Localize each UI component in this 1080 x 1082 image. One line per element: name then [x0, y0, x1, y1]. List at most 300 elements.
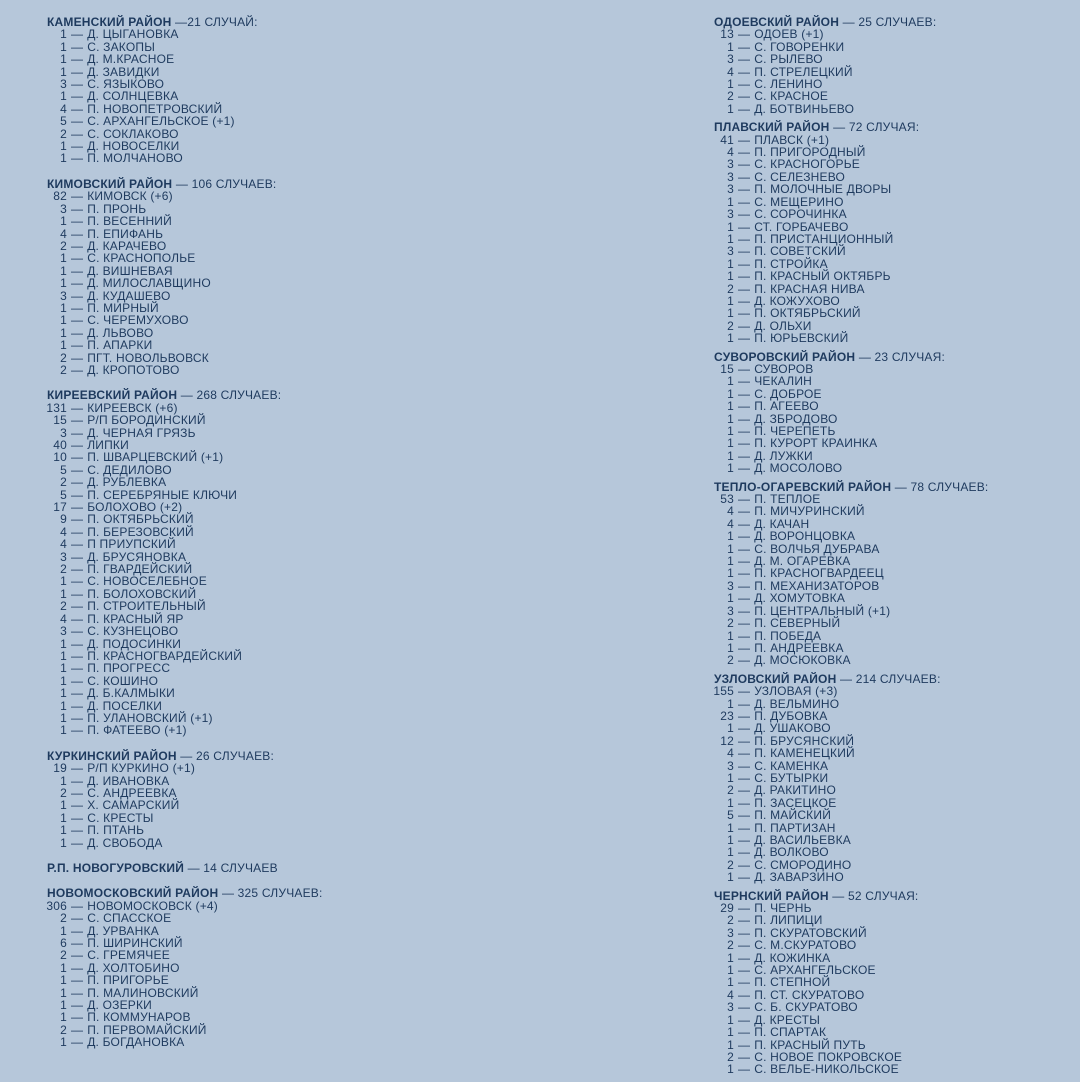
settlement-name: Д. ЗБРОДОВО [754, 411, 838, 426]
settlement-case-count: 3 [60, 425, 67, 440]
settlement-name: Д. ВЕЛЬМИНО [754, 696, 840, 711]
settlement-name: С. КРАСНОЕ [754, 89, 829, 104]
dash-separator: — [71, 276, 84, 291]
dash-separator: — [71, 450, 84, 465]
settlement-case-count: 155 [713, 684, 734, 699]
settlement-name: П. ДУБОВКА [754, 708, 828, 723]
settlement-case-count: 1 [60, 1010, 67, 1025]
settlement-name: П. БРУСЯНСКИЙ [754, 733, 855, 748]
dash-separator: — [738, 27, 751, 42]
left-column [40, 16, 620, 1062]
settlement-name: П. СТ. СКУРАТОВО [754, 987, 865, 1002]
settlement-name: Д. ПОДОСИНКИ [87, 636, 182, 651]
settlement-case-count: 1 [60, 960, 67, 975]
district-name: КАМЕНСКИЙ РАЙОН [47, 15, 172, 29]
dash-separator: — [738, 975, 751, 990]
settlement-case-count: 1 [60, 985, 67, 1000]
settlement-case-count: 3 [727, 157, 734, 172]
dash-separator: — [71, 300, 84, 315]
settlement-name: С. СОКЛАКОВО [87, 126, 179, 141]
dash-separator: — [738, 963, 751, 978]
settlement-row [707, 784, 1067, 796]
settlement-case-count: 1 [60, 636, 67, 651]
settlement-row [707, 332, 1067, 344]
dash-separator: — [71, 114, 84, 129]
settlement-name: Д. РУБЛЕВКА [87, 475, 167, 490]
dash-separator: — [738, 52, 751, 67]
dash-separator: — [738, 950, 751, 965]
settlement-name: П. ПРОНЬ [87, 201, 147, 216]
settlement-row [707, 592, 1067, 604]
settlement-name: П. КРАСНЫЙ ОКТЯБРЬ [754, 269, 891, 284]
settlement-name: ЛИПКИ [87, 438, 129, 452]
settlement-name: П. ПЕРВОМАЙСКИЙ [87, 1022, 207, 1037]
dash-separator: — [738, 182, 751, 197]
settlement-name: Х. САМАРСКИЙ [87, 798, 180, 813]
settlement-case-count: 3 [727, 182, 734, 197]
dash-separator: — [71, 810, 84, 825]
district-name: УЗЛОВСКИЙ РАЙОН [714, 671, 837, 686]
dash-separator: — [738, 808, 751, 823]
dash-separator: — [738, 783, 751, 798]
settlement-name: Д. ВАСИЛЬЕВКА [754, 833, 851, 847]
settlement-row [40, 277, 620, 289]
settlement-case-count: 1 [60, 798, 67, 813]
dash-separator: — [71, 661, 84, 676]
dash-separator: — [71, 710, 84, 725]
settlement-case-count: 1 [727, 194, 734, 209]
settlement-row [707, 462, 1067, 474]
settlement-name: П. КРАСНОГВАРДЕЕЦ [754, 566, 884, 581]
dash-separator: — [71, 89, 84, 104]
settlement-case-count: 1 [60, 139, 67, 154]
settlement-name: Д. ЧЕРНАЯ ГРЯЗЬ [87, 425, 196, 440]
dash-separator: — [738, 101, 751, 116]
settlement-case-count: 2 [727, 89, 734, 104]
district-case-count: — 325 СЛУЧАЕВ: [221, 886, 323, 901]
settlement-case-count: 2 [727, 1049, 734, 1064]
dash-separator: — [738, 628, 751, 643]
dash-separator: — [71, 835, 84, 850]
dash-separator: — [71, 238, 84, 253]
settlement-row [707, 722, 1067, 734]
dash-separator: — [738, 219, 751, 234]
dash-separator: — [738, 516, 751, 531]
settlement-name: Д. СВОБОДА [87, 835, 163, 850]
settlement-row [40, 90, 620, 102]
settlement-row [40, 762, 620, 774]
settlement-row [40, 53, 620, 65]
settlement-name: П. ФАТЕЕВО (+1) [87, 723, 187, 738]
settlement-name: С. ВОЛЧЬЯ ДУБРАВА [754, 541, 880, 556]
dash-separator: — [71, 189, 84, 204]
settlement-case-count: 1 [727, 721, 734, 736]
dash-separator: — [71, 761, 84, 776]
settlement-name: ПЛАВСК (+1) [754, 132, 830, 147]
dash-separator: — [71, 673, 84, 688]
settlement-case-count: 1 [60, 574, 67, 589]
settlement-case-count: 3 [727, 244, 734, 259]
dash-separator: — [738, 938, 751, 953]
settlement-case-count: 1 [60, 251, 67, 266]
settlement-case-count: 23 [720, 708, 734, 723]
settlement-row [40, 476, 620, 488]
settlement-case-count: 2 [727, 281, 734, 296]
settlement-name: Д. БОТВИНЬЕВО [754, 101, 855, 116]
settlement-case-count: 1 [727, 795, 734, 810]
settlement-case-count: 2 [727, 653, 734, 668]
settlement-row [707, 270, 1067, 282]
settlement-case-count: 1 [60, 973, 67, 988]
district-case-count: — 78 СЛУЧАЕВ: [894, 479, 989, 494]
settlement-name: Д. ЛУЖКИ [754, 448, 813, 463]
dash-separator: — [738, 436, 751, 451]
dash-separator: — [738, 492, 751, 507]
settlement-row [40, 974, 620, 986]
dash-separator: — [71, 798, 84, 813]
settlement-row [40, 837, 620, 849]
dash-separator: — [71, 39, 84, 54]
dash-separator: — [71, 226, 84, 241]
settlement-name: С. ВЕЛЬЕ-НИКОЛЬСКОЕ [754, 1062, 899, 1077]
settlement-name: Д. НОВОСЕЛКИ [87, 139, 180, 154]
settlement-row [707, 103, 1067, 115]
dash-separator: — [738, 331, 751, 346]
dash-separator: — [71, 936, 84, 951]
settlement-case-count: 19 [53, 761, 67, 776]
settlement-case-count: 3 [727, 207, 734, 222]
settlement-case-count: 1 [727, 1062, 734, 1077]
dash-separator: — [738, 411, 751, 426]
settlement-name: П. ВЕСЕННИЙ [87, 214, 172, 229]
settlement-name: С. ДОБРОЕ [754, 386, 822, 401]
dash-separator: — [71, 313, 84, 328]
settlement-case-count: 1 [60, 773, 67, 788]
settlement-name: С. БУТЫРКИ [754, 770, 829, 785]
dash-separator: — [738, 1049, 751, 1064]
settlement-case-count: 1 [727, 77, 734, 92]
dash-separator: — [71, 77, 84, 92]
settlement-case-count: 2 [727, 857, 734, 872]
district-name: Р.П. НОВОГУРОВСКИЙ [47, 861, 185, 875]
settlement-name: П. ПРИСТАНЦИОННЫЙ [754, 231, 894, 246]
settlement-name: П. СТРЕЛЕЦКИЙ [754, 64, 853, 79]
settlement-row [40, 451, 620, 463]
dash-separator: — [738, 1000, 751, 1015]
settlement-name: Д. МИЛОСЛАВЩИНО [87, 276, 211, 291]
settlement-name: П. ЗАСЕЦКОЕ [754, 795, 837, 810]
settlement-name: ОДОЕВ (+1) [754, 27, 824, 42]
right-column [707, 16, 1067, 1082]
dash-separator: — [738, 269, 751, 284]
settlement-case-count: 2 [60, 126, 67, 141]
dash-separator: — [71, 537, 84, 552]
settlement-name: С. АРХАНГЕЛЬСКОЕ (+1) [87, 114, 235, 129]
dash-separator: — [71, 438, 84, 452]
settlement-case-count: 131 [46, 400, 67, 415]
settlement-name: С. ЧЕРЕМУХОВО [87, 313, 189, 328]
dash-separator: — [738, 616, 751, 631]
settlement-case-count: 2 [60, 475, 67, 490]
dash-separator: — [71, 723, 84, 738]
settlement-case-count: 1 [727, 256, 734, 271]
dash-separator: — [71, 263, 84, 278]
dash-separator: — [738, 399, 751, 414]
settlement-name: Р/П КУРКИНО (+1) [87, 761, 196, 776]
settlement-case-count: 1 [727, 39, 734, 54]
dash-separator: — [738, 845, 751, 860]
district-case-count: —21 СЛУЧАЙ: [175, 15, 258, 29]
settlement-case-count: 1 [60, 276, 67, 291]
settlement-case-count: 1 [727, 870, 734, 885]
settlement-name: БОЛОХОВО (+2) [87, 500, 183, 515]
dash-separator: — [71, 698, 84, 713]
settlement-name: Д. ЗАВАРЗИНО [754, 870, 844, 885]
settlement-name: С. АРХАНГЕЛЬСКОЕ [754, 963, 876, 978]
settlement-name: П. ПТАНЬ [87, 823, 145, 838]
dash-separator: — [738, 684, 751, 699]
dash-separator: — [738, 461, 751, 476]
settlement-case-count: 3 [727, 925, 734, 940]
dash-separator: — [71, 362, 84, 377]
settlement-row [40, 364, 620, 376]
settlement-row [40, 724, 620, 736]
settlement-name: С. ДЕДИЛОВО [87, 462, 172, 477]
settlement-case-count: 1 [60, 823, 67, 838]
settlement-case-count: 1 [727, 269, 734, 284]
settlement-case-count: 306 [46, 898, 67, 913]
settlement-row [707, 28, 1067, 40]
dash-separator: — [71, 636, 84, 651]
settlement-name: П ПРИУПСКИЙ [87, 537, 176, 552]
dash-separator: — [738, 89, 751, 104]
settlement-name: П. ПОБЕДА [754, 628, 822, 643]
settlement-name: ЧЕКАЛИН [754, 374, 813, 389]
dash-separator: — [738, 64, 751, 79]
settlement-name: С. Б. СКУРАТОВО [754, 1000, 858, 1015]
settlement-name: КИМОВСК (+6) [87, 189, 173, 204]
settlement-row [707, 685, 1067, 697]
settlement-row [40, 600, 620, 612]
settlement-case-count: 1 [60, 923, 67, 938]
settlement-case-count: 4 [60, 226, 67, 241]
dash-separator: — [71, 288, 84, 303]
settlement-name: П. ТЕПЛОЕ [754, 492, 821, 507]
dash-separator: — [738, 708, 751, 723]
dash-separator: — [738, 578, 751, 593]
settlement-row [40, 190, 620, 202]
dash-separator: — [738, 554, 751, 569]
settlement-case-count: 1 [727, 374, 734, 389]
dash-separator: — [738, 913, 751, 928]
settlement-case-count: 82 [53, 189, 67, 204]
settlement-case-count: 1 [727, 833, 734, 847]
dash-separator: — [71, 574, 84, 589]
dash-separator: — [71, 923, 84, 938]
settlement-name: С. СПАССКОЕ [87, 911, 172, 926]
settlement-case-count: 3 [60, 201, 67, 216]
dash-separator: — [71, 475, 84, 490]
dash-separator: — [71, 151, 84, 166]
settlement-name: ПГТ. НОВОЛЬВОВСК [87, 350, 209, 365]
district-section [40, 178, 620, 377]
district-header [40, 389, 620, 401]
settlement-case-count: 1 [727, 963, 734, 978]
settlement-case-count: 4 [727, 987, 734, 1002]
settlement-name: С. РЫЛЕВО [754, 52, 823, 67]
settlement-row [40, 215, 620, 227]
settlement-case-count: 1 [727, 306, 734, 321]
district-section [707, 673, 1067, 884]
dash-separator: — [738, 1037, 751, 1052]
settlement-name: Д. ИВАНОВКА [87, 773, 170, 788]
settlement-case-count: 1 [60, 835, 67, 850]
dash-separator: — [738, 145, 751, 160]
settlement-case-count: 1 [727, 461, 734, 476]
settlement-case-count: 1 [60, 214, 67, 229]
district-case-count: — 268 СЛУЧАЕВ: [180, 388, 282, 403]
dash-separator: — [71, 500, 84, 515]
settlement-name: П. МИЧУРИНСКИЙ [754, 504, 865, 519]
settlement-name: Д. РАКИТИНО [754, 783, 836, 798]
dash-separator: — [738, 318, 751, 333]
dash-separator: — [71, 325, 84, 340]
district-name: СУВОРОВСКИЙ РАЙОН [714, 349, 856, 364]
settlement-name: С. КОШИНО [87, 673, 159, 688]
settlement-row [40, 252, 620, 264]
settlement-name: С. НОВОЕ ПОКРОВСКОЕ [754, 1049, 903, 1064]
dash-separator: — [71, 101, 84, 116]
settlement-case-count: 1 [60, 661, 67, 676]
district-name: ТЕПЛО-ОГАРЕВСКИЙ РАЙОН [714, 479, 892, 494]
settlement-case-count: 6 [60, 936, 67, 951]
settlement-row [40, 115, 620, 127]
settlement-row [707, 846, 1067, 858]
district-section [40, 750, 620, 849]
dash-separator: — [71, 201, 84, 216]
settlement-row [707, 1063, 1067, 1075]
district-case-count: — 25 СЛУЧАЕВ: [842, 15, 937, 29]
dash-separator: — [738, 361, 751, 376]
settlement-case-count: 1 [727, 566, 734, 581]
settlement-name: С. КРЕСТЫ [87, 810, 154, 825]
settlement-name: Д. М.КРАСНОЕ [87, 52, 175, 67]
settlement-name: П. ШИРИНСКИЙ [87, 936, 183, 951]
settlement-case-count: 1 [60, 313, 67, 328]
district-section [707, 351, 1067, 475]
settlement-case-count: 2 [60, 362, 67, 377]
settlement-case-count: 2 [60, 785, 67, 800]
dash-separator: — [71, 960, 84, 975]
district-case-count: — 14 СЛУЧАЕВ [187, 861, 278, 875]
settlement-case-count: 15 [53, 413, 67, 428]
settlement-case-count: 3 [60, 77, 67, 92]
settlement-name: Д. КОЖУХОВО [754, 293, 840, 308]
dash-separator: — [738, 870, 751, 885]
settlement-case-count: 4 [727, 746, 734, 761]
settlement-name: С. М.СКУРАТОВО [754, 938, 857, 953]
settlement-case-count: 1 [727, 554, 734, 569]
dash-separator: — [738, 987, 751, 1002]
settlement-name: СУВОРОВ [754, 361, 814, 376]
settlement-case-count: 1 [727, 424, 734, 438]
dash-separator: — [71, 64, 84, 79]
settlement-row [707, 976, 1067, 988]
dash-separator: — [738, 820, 751, 835]
settlement-name: УЗЛОВАЯ (+3) [754, 684, 838, 699]
settlement-row [707, 567, 1067, 579]
settlement-name: П. МАЛИНОВСКИЙ [87, 985, 199, 1000]
settlement-row [40, 1036, 620, 1048]
settlement-case-count: 1 [727, 696, 734, 711]
settlement-row [40, 625, 620, 637]
district-section [40, 887, 620, 1048]
settlement-case-count: 1 [60, 52, 67, 67]
dash-separator: — [71, 487, 84, 502]
settlement-case-count: 1 [60, 151, 67, 166]
dash-separator: — [71, 562, 84, 577]
settlement-case-count: 1 [60, 673, 67, 688]
settlement-name: П. ЧЕРНЬ [754, 901, 812, 916]
settlement-name: С. СМОРОДИНО [754, 857, 852, 872]
settlement-name: П. МОЛОЧНЫЕ ДВОРЫ [754, 182, 892, 197]
settlement-row [40, 513, 620, 525]
settlement-name: П. КОММУНАРОВ [87, 1010, 191, 1025]
district-name: КУРКИНСКИЙ РАЙОН [47, 748, 177, 763]
settlement-case-count: 4 [60, 611, 67, 626]
settlement-name: Д. КРОПОТОВО [87, 362, 180, 377]
settlement-case-count: 17 [53, 500, 67, 515]
dash-separator: — [71, 1010, 84, 1025]
district-section [40, 862, 620, 874]
dash-separator: — [738, 231, 751, 246]
district-name: КИМОВСКИЙ РАЙОН [47, 176, 173, 191]
settlement-row [707, 1026, 1067, 1038]
dash-separator: — [738, 1025, 751, 1040]
settlement-name: П. АГЕЕВО [754, 399, 819, 414]
settlement-row [40, 824, 620, 836]
dash-separator: — [71, 648, 84, 663]
dash-separator: — [738, 925, 751, 940]
settlement-name: Д. УШАКОВО [754, 721, 831, 736]
dash-separator: — [738, 169, 751, 184]
dash-separator: — [738, 194, 751, 209]
dash-separator: — [71, 400, 84, 415]
settlement-row [707, 245, 1067, 257]
settlement-name: Д. КРЕСТЫ [754, 1012, 821, 1027]
dash-separator: — [738, 448, 751, 463]
settlement-name: П. ОКТЯБРЬСКИЙ [754, 306, 861, 321]
dash-separator: — [71, 27, 84, 42]
settlement-row [40, 687, 620, 699]
dash-separator: — [738, 132, 751, 147]
district-section [40, 16, 620, 165]
settlement-name: П. ЛИПИЦИ [754, 913, 823, 928]
dash-separator: — [738, 529, 751, 544]
settlement-name: П. АПАРКИ [87, 338, 153, 353]
settlement-case-count: 1 [60, 698, 67, 713]
settlement-row [40, 662, 620, 674]
settlement-row [707, 871, 1067, 883]
dash-separator: — [71, 773, 84, 788]
settlement-name: Д. ЦЫГАНОВКА [87, 27, 179, 42]
settlement-case-count: 1 [60, 64, 67, 79]
dash-separator: — [71, 973, 84, 988]
settlement-case-count: 1 [727, 975, 734, 990]
dash-separator: — [738, 566, 751, 581]
settlement-name: Д. ЛЬВОВО [87, 325, 154, 340]
district-case-count: — 26 СЛУЧАЕВ: [180, 748, 275, 763]
